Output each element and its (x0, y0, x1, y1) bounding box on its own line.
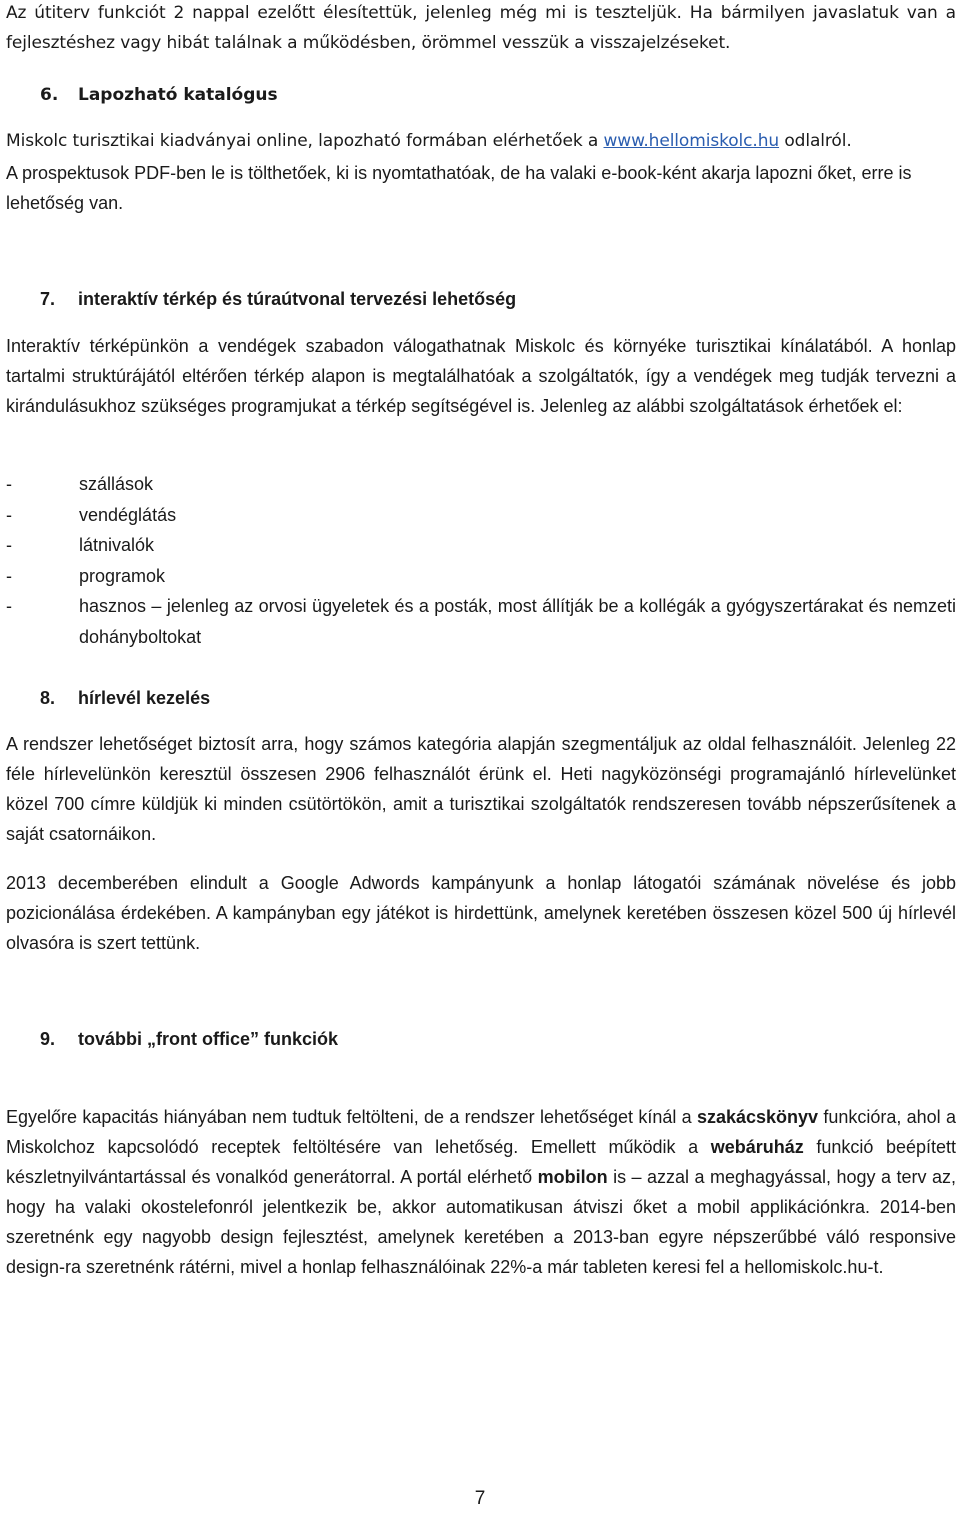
list-dash: - (6, 474, 12, 494)
list-dash: - (6, 565, 12, 586)
section-6-text-before-link: Miskolc turisztikai kiadványai online, lapozható formában elérhetőek a (6, 131, 604, 151)
section-6-paragraph-1 (6, 126, 956, 156)
section-9-text-4: is – azzal a meghagyással, hogy a terv az, hogy ha valaki okostelefonról jelentkezik be, akkor automatikusan átviszi őket a mobil applikációnkra. 2014-ben szeretnénk egy nagyobb design fejlesztést, amelynek keretében a 2013-ban egyre népszerűbbé váló responsive design-ra szeretnénk rátérni, mivel a honlap felhasználóinak 22%-a már tableten keresi fel a hellomiskolc.hu-t. (6, 1167, 956, 1277)
section-9-text-1: Egyelőre kapacitás hiányában nem tudtuk feltölteni, de a rendszer lehetőséget kínál a (6, 1107, 697, 1127)
section-7-heading (40, 284, 516, 314)
section-9-text-3: funkció beépített készletnyilvántartással és vonalkód generátorral. A portál elérhető (6, 1137, 957, 1187)
section-9-text-2: funkcióra, ahol a Miskolchoz kapcsolódó receptek feltöltésére van lehetőség. Emellett működik a (6, 1107, 956, 1157)
section-6-paragraph-2: A prospektusok PDF-ben le is tölthetőek, ki is nyomtathatóak, de ha valaki e-book-ként akarja lapozni őket, erre is lehetőség van. (6, 163, 912, 213)
list-item (6, 561, 956, 592)
list-item-text: látnivalók (79, 535, 155, 555)
webaruhaz-term: webáruház (710, 1137, 804, 1157)
section-7-paragraph: Interaktív térképünkön a vendégek szabadon válogathatnak Miskolc és környéke turisztikai kínálatából. A honlap tartalmi struktúrájától eltérően térkép alapon is megtalálhatóak a szolgáltatók, így a vendégek meg tudják tervezni a kirándulásukhoz szükséges programjukat a térkép segítségével is. Jelenleg az alábbi szolgáltatások érhetőek el: (6, 336, 956, 416)
szakacskonyv-term: szakácskönyv (696, 1107, 819, 1127)
list-item-text: szállások (79, 474, 154, 494)
section-6-title: Lapozható katalógus (78, 85, 278, 105)
list-item-text: vendéglátás (79, 504, 177, 525)
list-item-text: programok (79, 565, 166, 586)
mobilon-term: mobilon (537, 1167, 608, 1187)
list-dash: - (6, 535, 12, 555)
list-item (6, 591, 956, 652)
section-7-number: 7. (40, 289, 56, 309)
list-item (6, 530, 956, 561)
section-8-paragraph-2: 2013 decemberében elindult a Google Adwords kampányunk a honlap látogatói számának növelése és jobb pozicionálása érdekében. A kampányban egy játékot is hirdettünk, amelynek keretében összesen közel 500 új hírlevél olvasóra is szert tettünk. (6, 873, 956, 953)
page-number: 7 (474, 1488, 486, 1509)
section-9-title: további „front office” funkciók (78, 1029, 339, 1049)
section-8-number: 8. (40, 688, 56, 708)
list-item-text: hasznos – jelenleg az orvosi ügyeletek és a posták, most állítják be a kollégák a gyógyszertárakat és nemzeti dohányboltokat (79, 596, 956, 647)
list-item (6, 469, 956, 500)
section-6-heading (40, 80, 278, 110)
section-6-text-after-link: odlalról. (779, 131, 852, 151)
intro-paragraph: Az útiterv funkciót 2 nappal ezelőtt élesítettük, jelenleg még mi is teszteljük. Ha bármilyen javaslatuk van a fejlesztéshez vagy hibát találnak a működésben, örömmel vesszük a visszajelzéseket. (6, 3, 956, 53)
services-list (6, 469, 956, 652)
list-dash: - (6, 596, 12, 616)
list-dash: - (6, 504, 12, 525)
section-9-number: 9. (40, 1029, 56, 1049)
list-item (6, 500, 956, 531)
section-8-title: hírlevél kezelés (78, 688, 211, 708)
section-9-paragraph (6, 1102, 956, 1282)
section-8-paragraph-1: A rendszer lehetőséget biztosít arra, hogy számos kategória alapján szegmentáljuk az oldal felhasználóit. Jelenleg 22 féle hírlevelünkön keresztül összesen 2906 felhasználót érünk el. Heti nagyközönségi programajánló hírlevelünket közel 700 címre küldjük ki minden csütörtökön, amit a turisztikai szolgáltatók rendszeresen tovább népszerűsítenek a saját csatornáikon. (6, 734, 956, 844)
section-7-title: interaktív térkép és túraútvonal tervezési lehetőség (78, 289, 517, 309)
hellomiskolc-link[interactable]: www.hellomiskolc.hu (603, 131, 780, 151)
section-6-number: 6. (40, 85, 59, 105)
section-9-heading (40, 1024, 338, 1054)
section-8-heading (40, 683, 210, 713)
